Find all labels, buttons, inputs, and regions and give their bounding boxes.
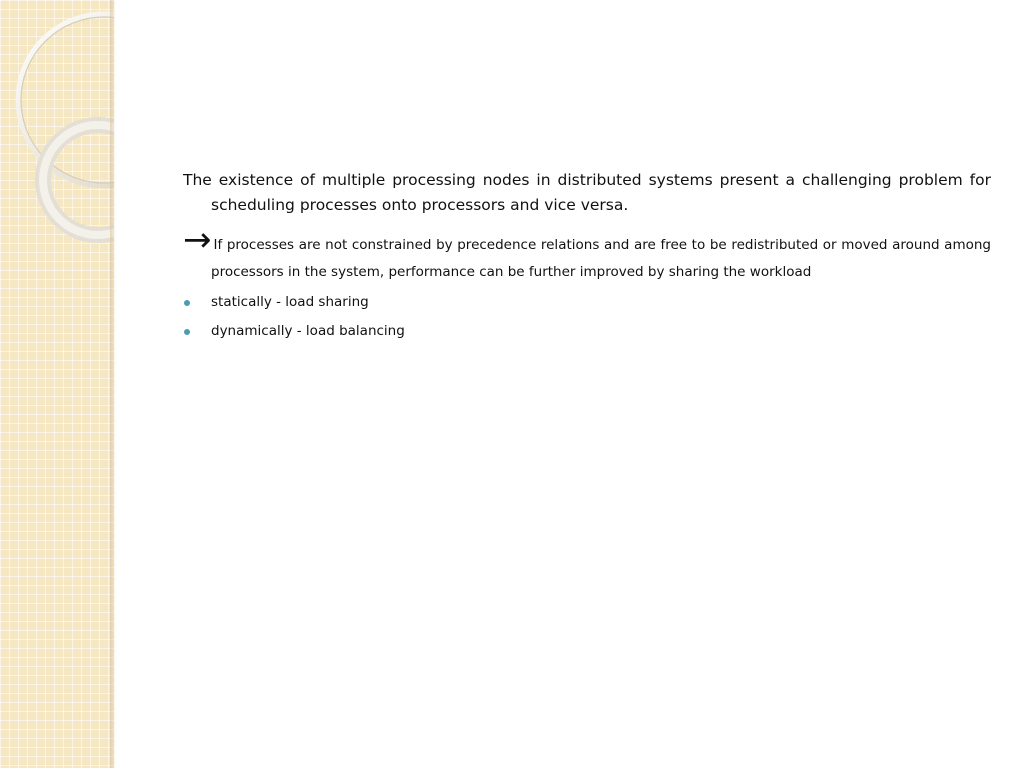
slide-content	[183, 168, 991, 346]
bullet-text: dynamically - load balancing	[211, 323, 405, 339]
decorative-rings	[0, 0, 114, 260]
bullet-item-dynamic	[183, 317, 991, 346]
right-arrow-icon: →	[183, 220, 212, 260]
bullet-item-static	[183, 288, 991, 317]
arrow-paragraph-text: If processes are not constrained by precedence relations and are free to be redistributed or moved around among processors in the system, performance can be further improved by sharing the workload	[211, 237, 991, 280]
intro-paragraph: The existence of multiple processing nodes in distributed systems present a challenging problem for scheduling processes onto processors and vice versa.	[183, 171, 991, 214]
decorative-side-panel	[0, 0, 114, 768]
side-panel-edge	[110, 0, 116, 768]
decorative-ring-large	[18, 14, 114, 186]
bullet-text: statically - load sharing	[211, 294, 369, 310]
decorative-ring-large-shadow	[21, 17, 114, 183]
arrow-paragraph	[183, 220, 991, 286]
bullet-icon	[184, 300, 190, 306]
bullet-icon	[184, 329, 190, 335]
